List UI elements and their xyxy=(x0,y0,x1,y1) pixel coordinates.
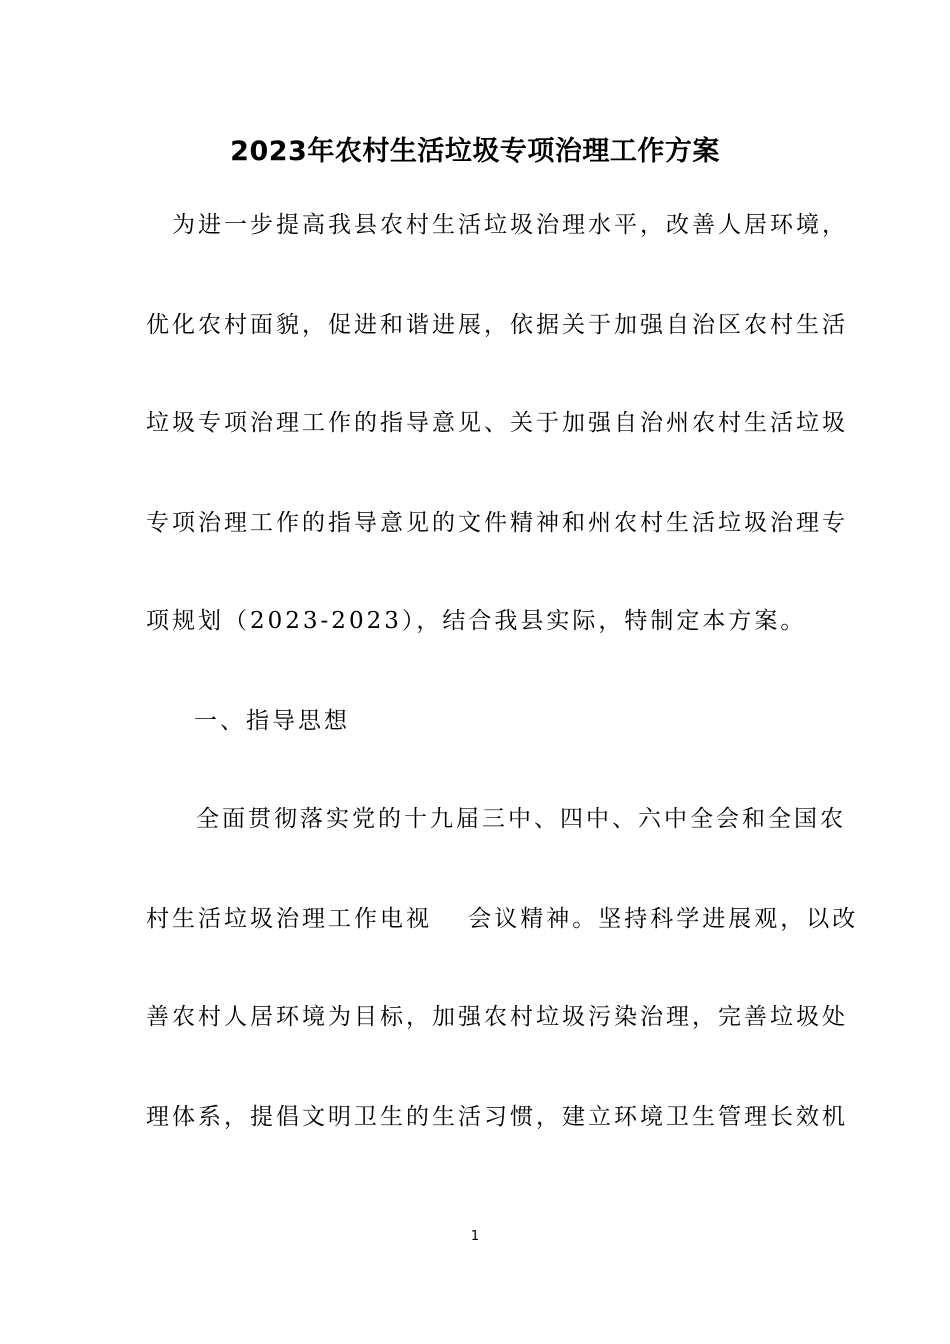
paragraph-line: 项规划（2023-2023），结合我县实际，特制定本方案。 xyxy=(146,608,807,634)
paragraph-line: 全面贯彻落实党的十九届三中、四中、六中全会和全国农 xyxy=(196,806,846,832)
section-heading: 一、指导思想 xyxy=(194,708,350,734)
paragraph-line: 善农村人居环境为目标，加强农村垃圾污染治理，完善垃圾处 xyxy=(146,1004,848,1030)
paragraph-line: 专项治理工作的指导意见的文件精神和州农村生活垃圾治理专 xyxy=(146,510,848,536)
paragraph-line: 为进一步提高我县农村生活垃圾治理水平，改善人居环境， xyxy=(172,212,848,238)
paragraph-line: 垃圾专项治理工作的指导意见、关于加强自治州农村生活垃圾 xyxy=(146,410,848,436)
paragraph-line: 理体系，提倡文明卫生的生活习惯，建立环境卫生管理长效机 xyxy=(146,1104,848,1130)
paragraph-line: 优化农村面貌，促进和谐进展，依据关于加强自治区农村生活 xyxy=(146,312,848,338)
paragraph-line: 村生活垃圾治理工作电视 会议精神。坚持科学进展观，以改 xyxy=(146,906,859,932)
document-title: 2023年农村生活垃圾专项治理工作方案 xyxy=(230,136,720,167)
page-number: 1 xyxy=(470,1229,480,1244)
